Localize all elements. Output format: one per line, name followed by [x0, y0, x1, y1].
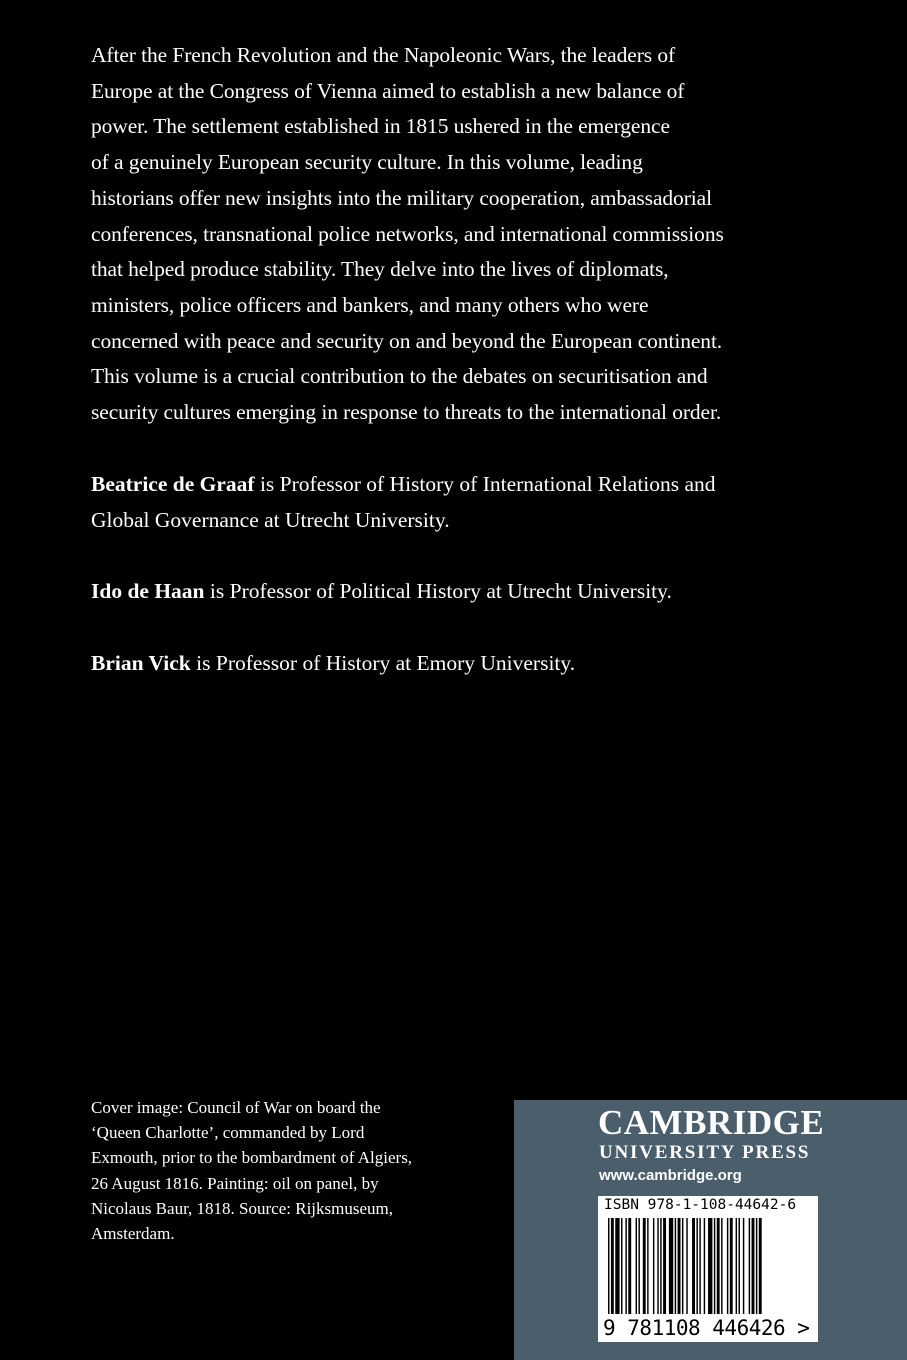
bio-text: is Professor of History at Emory University.: [190, 651, 576, 675]
barcode-bar: [739, 1218, 740, 1314]
blurb-line: security cultures emerging in response to threats to the international order.: [91, 400, 722, 425]
publisher-url: www.cambridge.org: [599, 1167, 742, 1184]
blurb-line: of a genuinely European security culture. In this volume, leading: [91, 150, 643, 175]
bio-line: Global Governance at Utrecht University.: [91, 507, 450, 532]
barcode-bar: [657, 1218, 658, 1314]
credit-line: Amsterdam.: [91, 1224, 175, 1244]
barcode-bar: [638, 1218, 639, 1314]
barcode-bar: [625, 1218, 626, 1314]
barcode-bar: [699, 1218, 700, 1314]
barcode-bar: [736, 1218, 737, 1314]
barcode-bar: [675, 1218, 676, 1314]
credit-line: 26 August 1816. Painting: oil on panel, by: [91, 1173, 379, 1193]
barcode-bar: [636, 1218, 637, 1314]
author-name: Ido de Haan: [91, 579, 205, 603]
blurb-line: This volume is a crucial contribution to the debates on securitisation and: [91, 364, 708, 389]
blurb-line: ministers, police officers and bankers, and many others who were: [91, 292, 649, 317]
publisher-subtitle: UNIVERSITY PRESS: [599, 1142, 811, 1163]
blurb-line: historians offer new insights into the military cooperation, ambassadorial: [91, 185, 712, 210]
barcode-bar: [669, 1218, 673, 1314]
blurb-line: Europe at the Congress of Vienna aimed to establish a new balance of: [91, 78, 685, 103]
blurb-line: After the French Revolution and the Napoleonic Wars, the leaders of: [91, 43, 676, 67]
barcode-bar: [682, 1218, 683, 1314]
author-name: Brian Vick: [91, 651, 191, 675]
barcode-bar: [611, 1218, 614, 1314]
barcode-bar: [749, 1218, 750, 1314]
bio-line: [91, 467, 891, 503]
barcode-bar: [621, 1218, 622, 1314]
blurb-line: conferences, transnational police networks, and international commissions: [91, 221, 724, 246]
barcode-bar: [727, 1218, 728, 1314]
blurb-line: concerned with peace and security on and beyond the European continent.: [91, 328, 723, 353]
barcode-bar: [704, 1218, 705, 1314]
author-bio-de-haan: [91, 574, 891, 610]
bio-text: is Professor of Political History at Utrecht University.: [204, 579, 672, 603]
barcode-bar: [730, 1218, 733, 1314]
barcode-bar: [696, 1218, 697, 1314]
barcode-bar: [714, 1218, 715, 1314]
barcode-bar: [647, 1218, 648, 1314]
barcode-bar: [678, 1218, 681, 1314]
credit-line: Exmouth, prior to the bombardment of Algiers,: [91, 1148, 413, 1168]
barcode-bar: [615, 1218, 619, 1314]
barcode-bar: [743, 1218, 744, 1314]
barcode-bar: [660, 1218, 661, 1314]
credit-line: ‘Queen Charlotte’, commanded by Lord: [91, 1123, 365, 1143]
barcode-bar: [628, 1218, 631, 1314]
barcode-digits: 9 781108 446426 >: [603, 1316, 810, 1340]
publisher-panel: [514, 1100, 907, 1360]
blurb-text: [91, 38, 891, 431]
barcode-bar: [717, 1218, 720, 1314]
bio-line: [91, 646, 891, 682]
blurb-line: that helped produce stability. They delve into the lives of diplomats,: [91, 257, 669, 282]
barcode-bar: [759, 1218, 762, 1314]
blurb-line: power. The settlement established in 1815 ushered in the emergence: [91, 114, 670, 139]
bio-line: [91, 574, 891, 610]
barcode-bar: [608, 1218, 609, 1314]
barcode-bar: [663, 1218, 666, 1314]
barcode-bar: [756, 1218, 757, 1314]
author-bio-de-graaf: [91, 467, 891, 538]
barcode-bar: [643, 1218, 646, 1314]
credit-line: Nicolaus Baur, 1818. Source: Rijksmuseum,: [91, 1198, 393, 1218]
barcode-bar: [721, 1218, 722, 1314]
publisher-name: CAMBRIDGE: [598, 1103, 825, 1142]
barcode-bar: [708, 1218, 712, 1314]
barcode-bar: [752, 1218, 755, 1314]
credit-line: Cover image: Council of War on board the: [91, 1098, 381, 1117]
cover-image-credit: [91, 1095, 491, 1246]
barcode-bar: [692, 1218, 695, 1314]
barcode-bar: [653, 1218, 654, 1314]
isbn-barcode: [598, 1196, 818, 1342]
barcode-bar: [686, 1218, 687, 1314]
isbn-label: ISBN 978-1-108-44642-6: [604, 1197, 797, 1213]
author-name: Beatrice de Graaf: [91, 472, 255, 496]
bio-text: is Professor of History of International Relations and: [254, 472, 716, 496]
author-bio-vick: [91, 646, 891, 682]
